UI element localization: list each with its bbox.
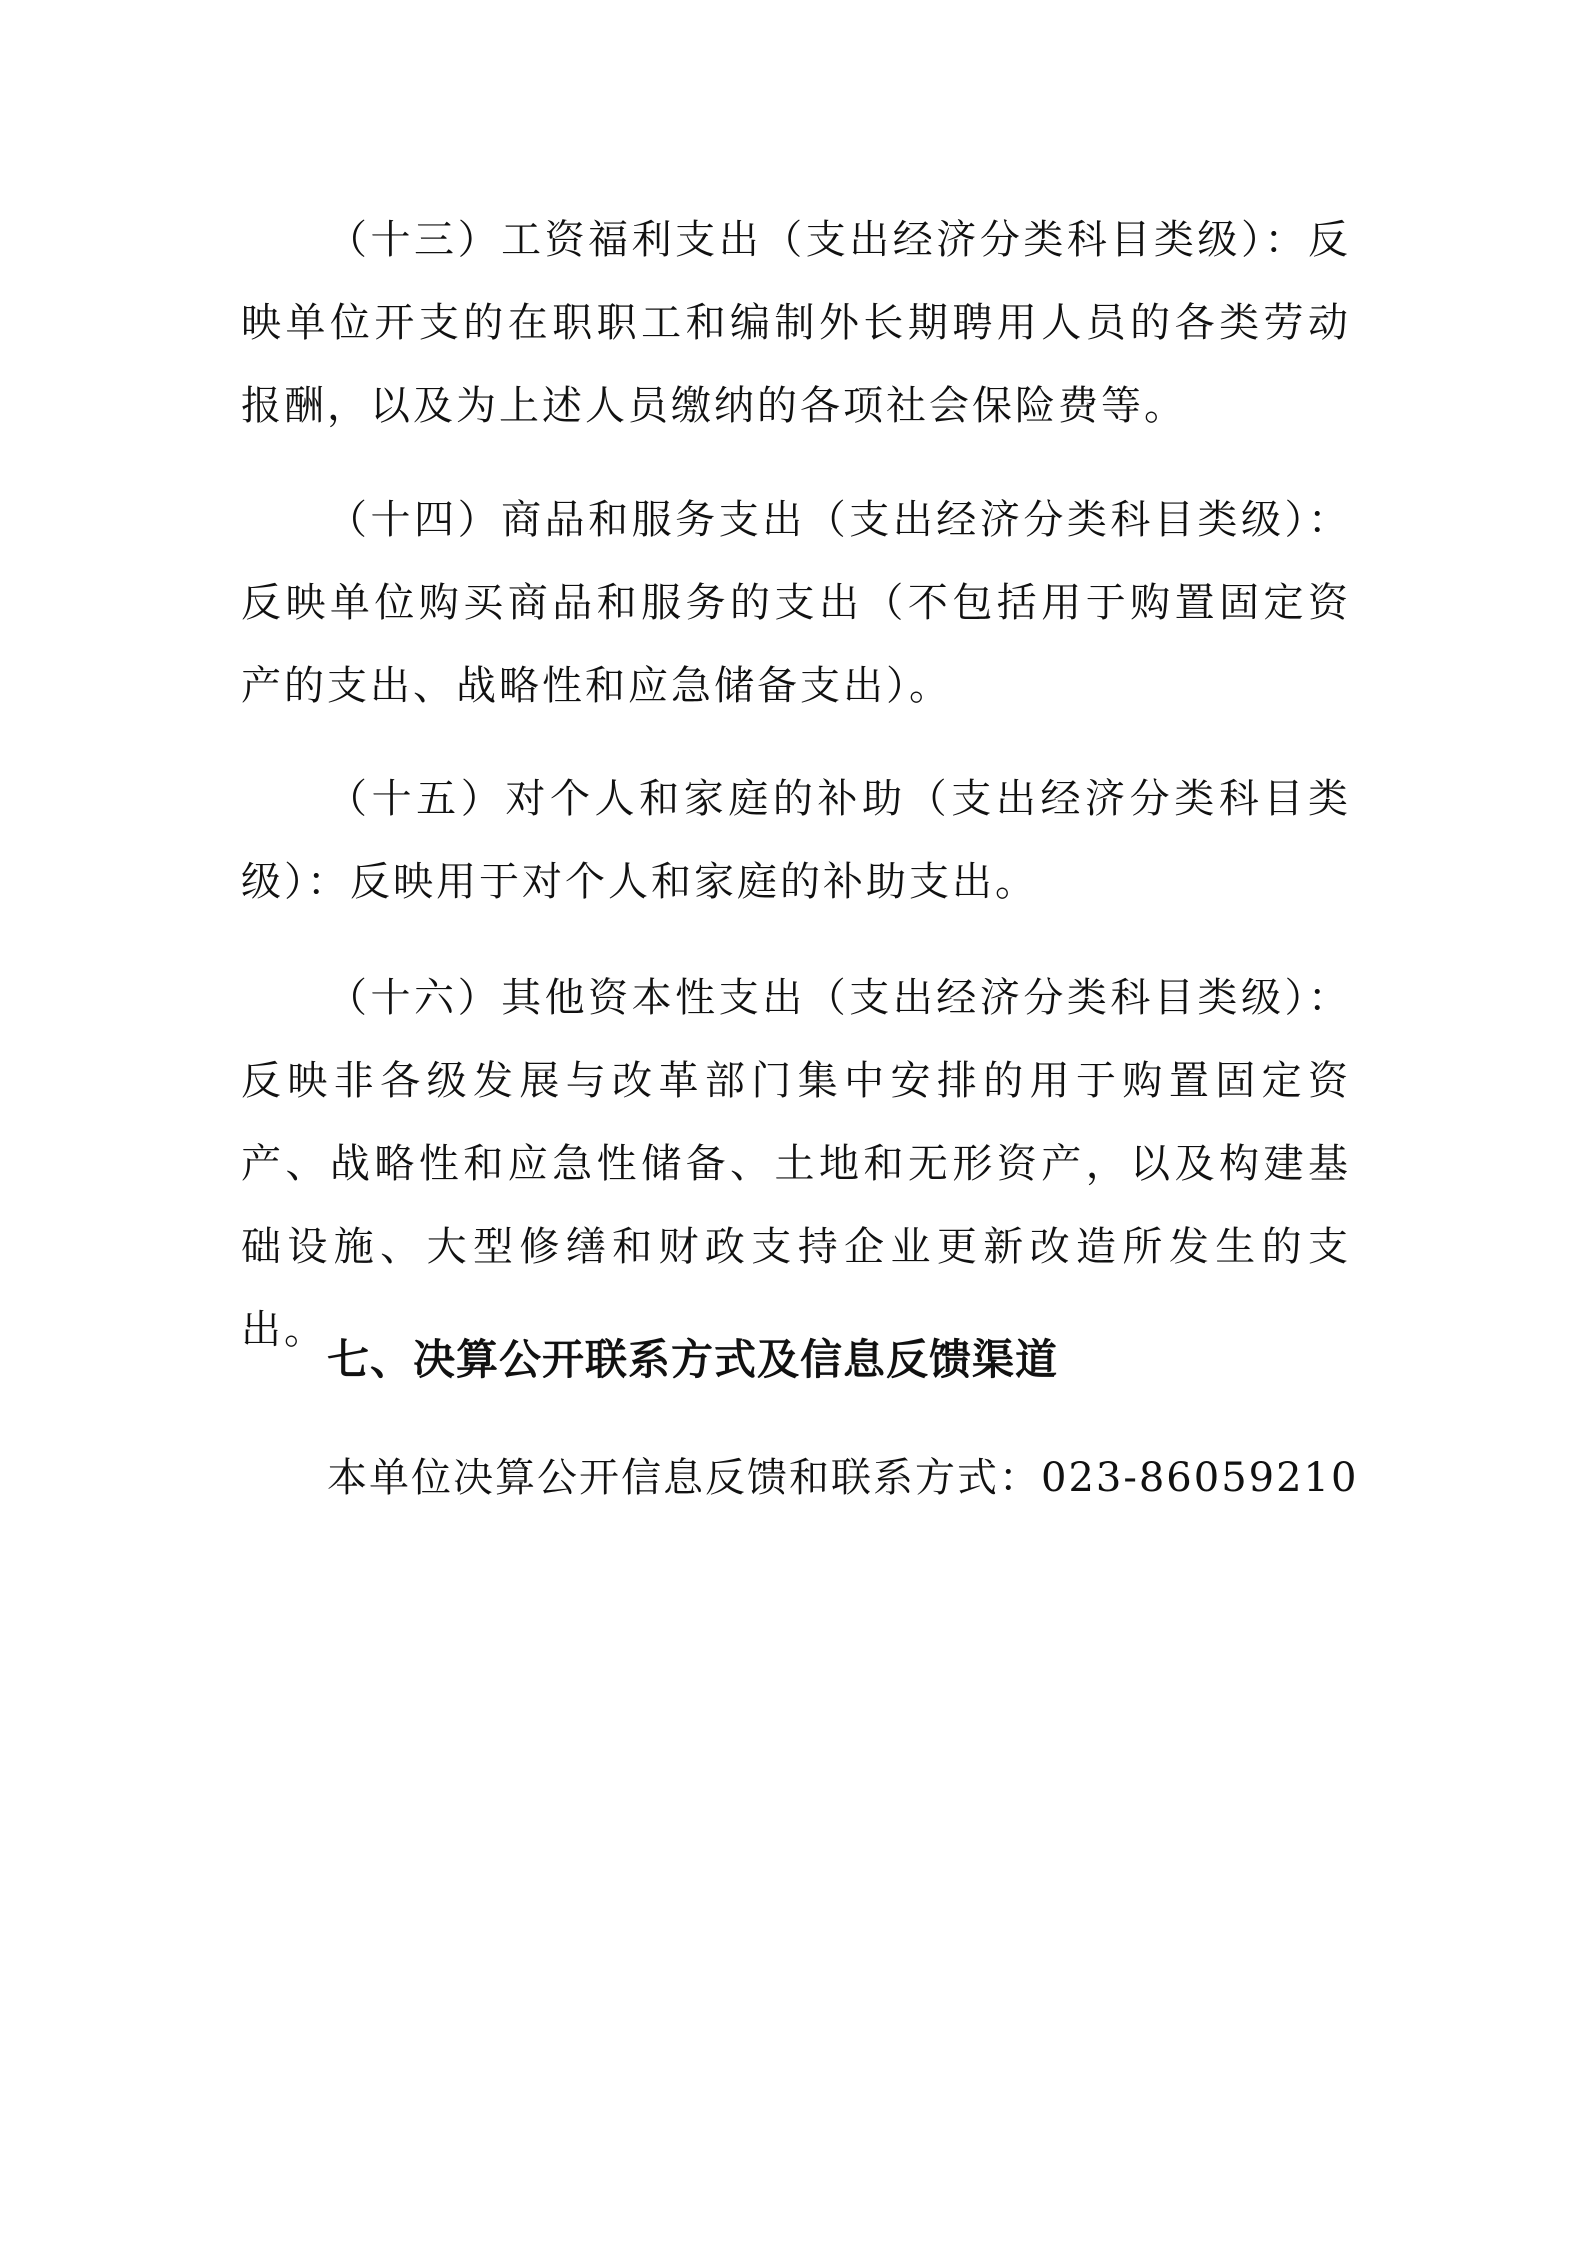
paragraph-household-subsidy: （十五）对个人和家庭的补助（支出经济分类科目类级）：反映用于对个人和家庭的补助支出。: [241, 776, 1351, 905]
paragraph-other-capital-expenditure: （十六）其他资本性支出（支出经济分类科目类级）：反映非各级发展与改革部门集中安排的用于购置固定资产、战略性和应急性储备、土地和无形资产，以及构建基础设施、大型修缮和财政支持企业更新改造所发生的支出。: [241, 975, 1351, 1353]
paragraph-goods-services-expenditure: （十四）商品和服务支出（支出经济分类科目类级）：反映单位购买商品和服务的支出（不包括用于购置固定资产的支出、战略性和应急储备支出）。: [241, 497, 1351, 709]
section-heading: 七、决算公开联系方式及信息反馈渠道: [327, 1335, 1059, 1384]
contact-line: 本单位决算公开信息反馈和联系方式：023-86059210: [327, 1455, 1359, 1501]
paragraph-wage-welfare-expenditure: （十三）工资福利支出（支出经济分类科目类级）：反映单位开支的在职职工和编制外长期聘用人员的各类劳动报酬，以及为上述人员缴纳的各项社会保险费等。: [241, 217, 1351, 429]
